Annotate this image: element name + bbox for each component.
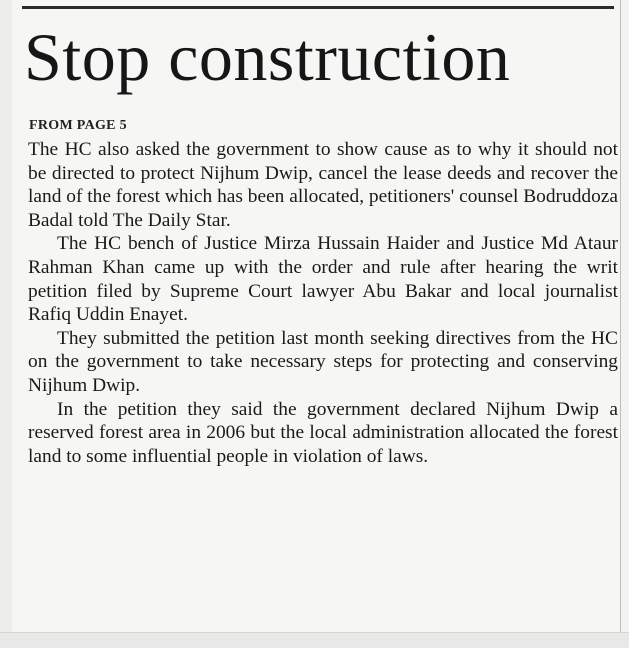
top-rule — [22, 6, 614, 9]
paragraph-4: In the petition they said the government declared Nijhum Dwip a reserved forest area in 2006 but the local administration allocated the forest land to some influential people in violation of laws. — [28, 398, 618, 467]
headline: Stop construction — [24, 19, 511, 95]
bottom-margin — [0, 632, 629, 648]
paragraph-3: They submitted the petition last month seeking directives from the HC on the government to take necessary steps for protecting and conserving Nijhum Dwip. — [28, 327, 618, 396]
article-body — [28, 138, 618, 468]
paragraph-1: The HC also asked the government to show cause as to why it should not be directed to protect Nijhum Dwip, cancel the lease deeds and recover the land of the forest which has been allocated, petitioners' counsel Bodruddoza Badal told The Daily Star. — [28, 139, 618, 231]
jump-line: FROM PAGE 5 — [29, 118, 127, 133]
page-margin — [0, 0, 12, 632]
paragraph-2: The HC bench of Justice Mirza Hussain Haider and Justice Md Ataur Rahman Khan came up with the order and rule after hearing the writ petition filed by Supreme Court lawyer Abu Bakar and local journalist Rafiq Uddin Enayet. — [28, 233, 618, 326]
